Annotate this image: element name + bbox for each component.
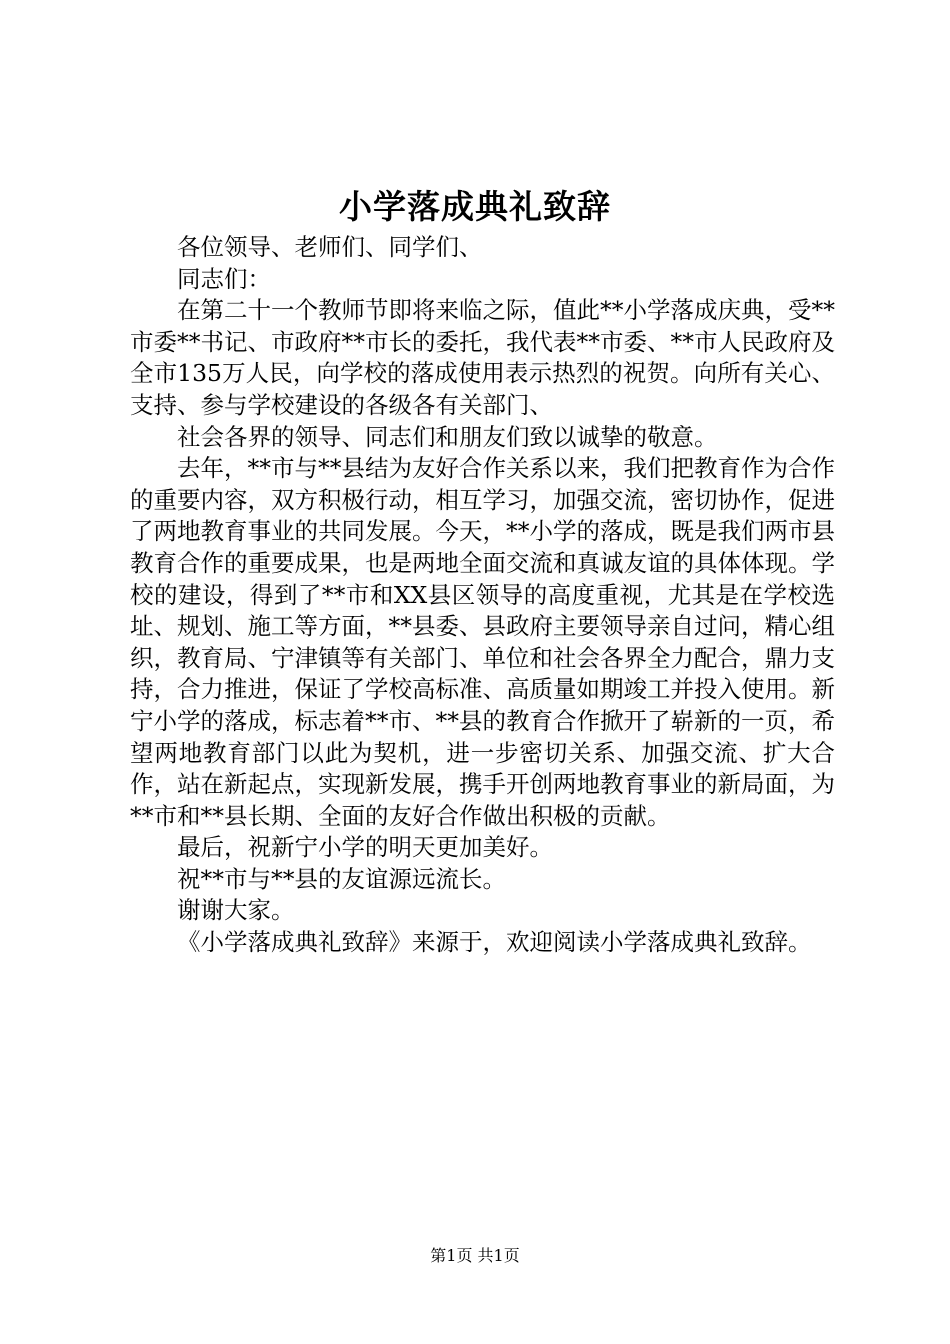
document-body [130,232,835,959]
body-paragraph: 社会各界的领导、同志们和朋友们致以诚挚的敬意。 [177,422,718,451]
closing-wish: 祝**市与**县的友谊源远流长。 [177,864,506,893]
body-paragraph: 在第二十一个教师节即将来临之际，值此**小学落成庆典，受**市委**书记、市政府**市长的委托，我代表**市委、**市人民政府及全市135万人民，向学校的落成使用表示热烈的祝贺。向所有关心、支持、参与学校建设的各级各有关部门、 [130,296,835,419]
document-title: 小学落成典礼致辞 [339,187,611,226]
closing-thanks: 谢谢大家。 [177,896,295,925]
salutation-line-2: 同志们： [177,264,271,293]
page-footer: 第1页 共1页 [430,1246,520,1265]
body-paragraph: 去年，**市与**县结为友好合作关系以来，我们把教育作为合作的重要内容，双方积极行动，相互学习，加强交流，密切协作，促进了两地教育事业的共同发展。今天，**小学的落成，既是我们两市县教育合作的重要成果，也是两地全面交流和真诚友谊的具体体现。学校的建设，得到了**市和XX县区领导的高度重视，尤其是在学校选址、规划、施工等方面，**县委、县政府主要领导亲自过问，精心组织，教育局、宁津镇等有关部门、单位和社会各界全力配合，鼎力支持，合力推进，保证了学校高标准、高质量如期竣工并投入使用。新宁小学的落成，标志着**市、**县的教育合作掀开了崭新的一页，希望两地教育部门以此为契机，进一步密切关系、加强交流、扩大合作，站在新起点，实现新发展，携手开创两地教育事业的新局面，为**市和**县长期、全面的友好合作做出积极的贡献。 [130,454,835,830]
salutation-line-1: 各位领导、老师们、同学们、 [177,233,483,261]
closing-wish: 最后，祝新宁小学的明天更加美好。 [177,833,553,862]
source-note: 《小学落成典礼致辞》来源于，欢迎阅读小学落成典礼致辞。 [177,928,812,957]
